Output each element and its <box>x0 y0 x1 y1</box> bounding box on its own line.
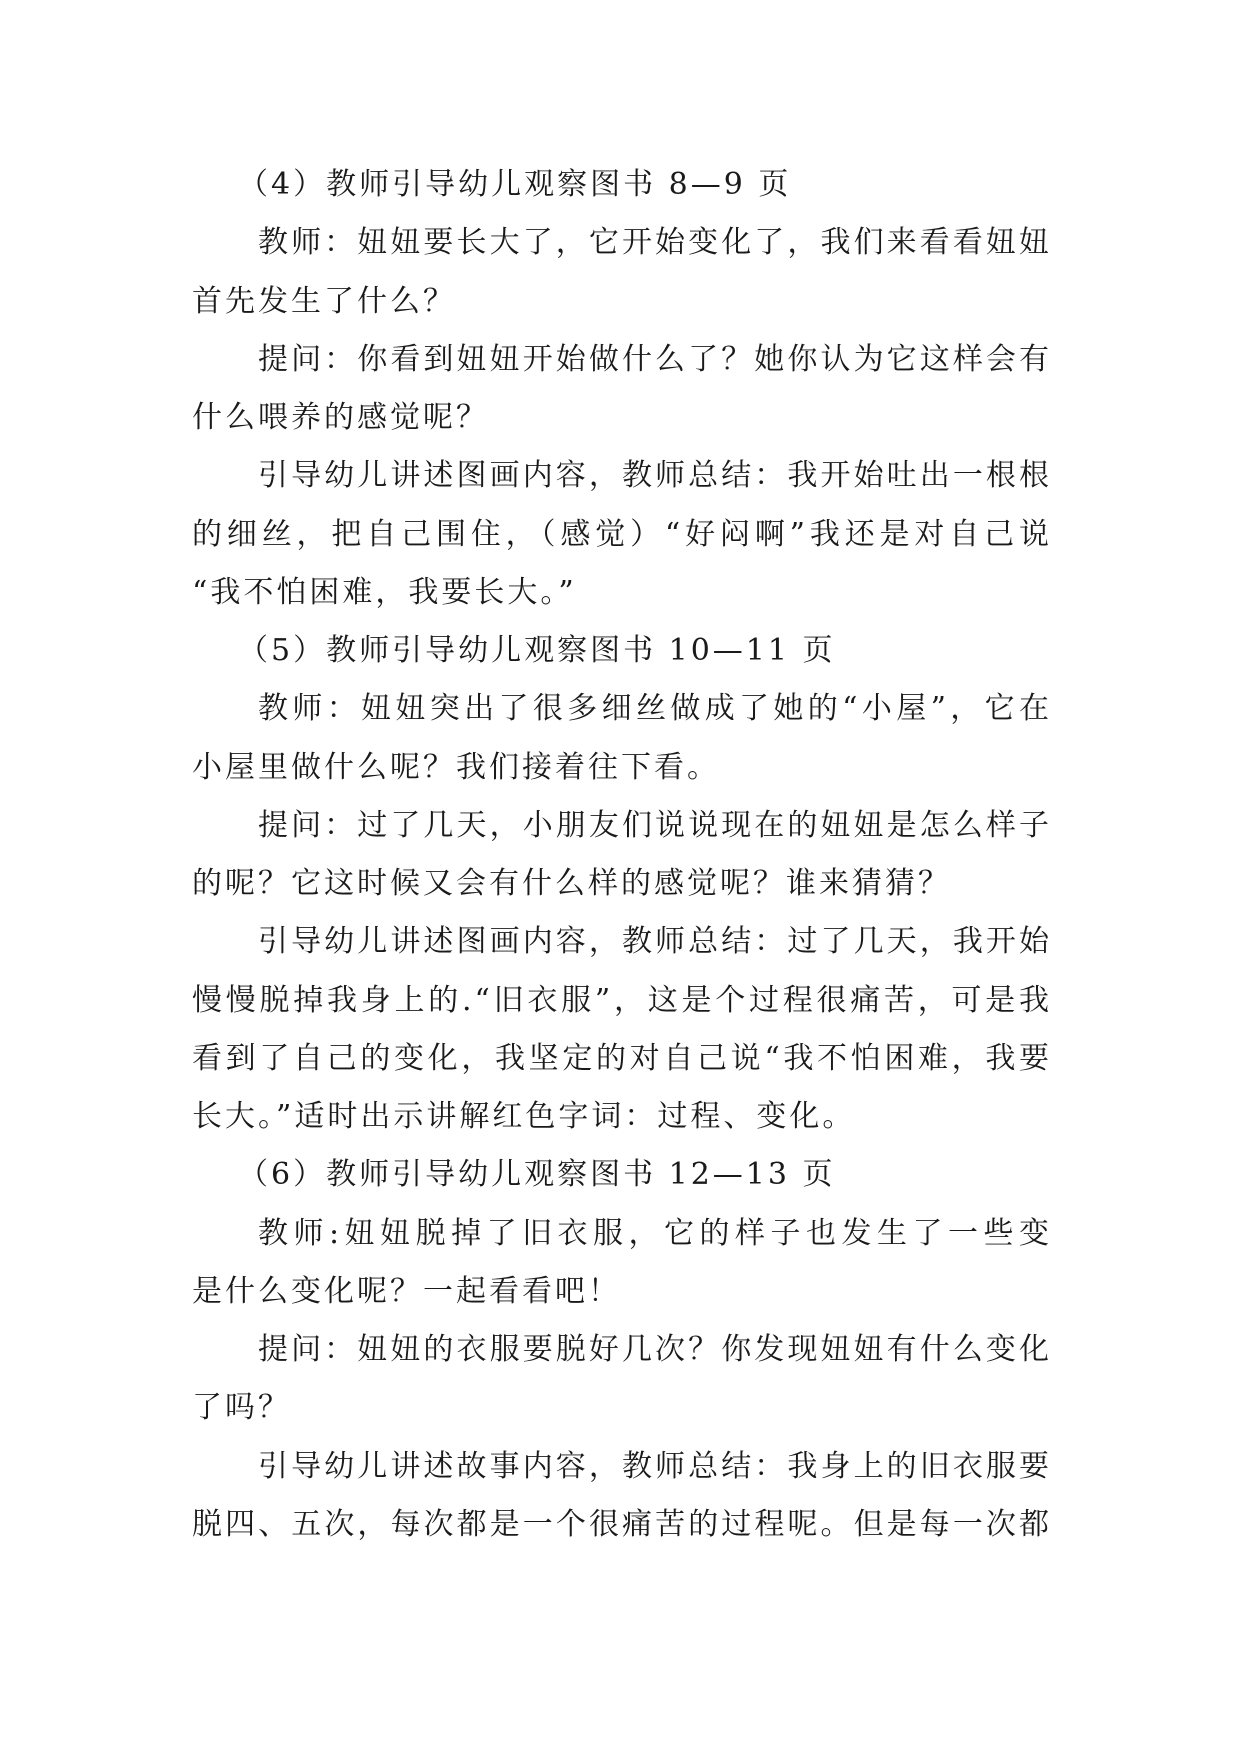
text-line: 提问：妞妞的衣服要脱好几次？你发现妞妞有什么变化 <box>258 1332 1052 1367</box>
text-line: 引导幼儿讲述图画内容，教师总结：过了几天，我开始 <box>258 924 1052 960</box>
text-line: 看到了自己的变化，我坚定的对自己说“我不怕困难，我要 <box>192 1040 1052 1076</box>
text-line: 的细丝，把自己围住，（感觉）“好闷啊”我还是对自己说 <box>192 516 1052 552</box>
section-heading-5 <box>192 622 1052 680</box>
text-line: 的呢？它这时候又会有什么样的感觉呢？谁来猜猜？ <box>192 866 951 901</box>
paragraph-teacher-5 <box>192 680 1052 797</box>
text-line: 教师：妞妞突出了很多细丝做成了她的“小屋”，它在 <box>258 691 1052 727</box>
text-line: 小屋里做什么呢？我们接着往下看。 <box>192 749 720 785</box>
text-line: 脱四、五次，每次都是一个很痛苦的过程呢。但是每一次都 <box>192 1506 1052 1542</box>
paragraph-question-6 <box>192 1321 1052 1438</box>
text-line: 了吗？ <box>192 1390 291 1426</box>
paragraph-summary-5 <box>192 913 1052 1146</box>
text-line: 慢慢脱掉我身上的.“旧衣服”，这是个过程很痛苦，可是我 <box>192 982 1052 1018</box>
heading-line: （4）教师引导幼儿观察图书 8—9 页 <box>238 167 792 202</box>
text-line: 长大。”适时出示讲解红色字词：过程、变化。 <box>192 1099 856 1134</box>
text-line: 引导幼儿讲述故事内容，教师总结：我身上的旧衣服要 <box>258 1448 1052 1484</box>
paragraph-summary-6 <box>192 1438 1052 1555</box>
paragraph-teacher-4 <box>192 214 1052 331</box>
paragraph-summary-4 <box>192 447 1052 622</box>
section-heading-6 <box>192 1146 1052 1204</box>
text-line: “我不怕困难，我要长大。” <box>192 574 577 610</box>
paragraph-question-5 <box>192 797 1052 914</box>
text-line: 教师:妞妞脱掉了旧衣服，它的样子也发生了一些变 <box>258 1215 1052 1251</box>
text-line: 是什么变化呢？一起看看吧！ <box>192 1273 621 1309</box>
text-line: 提问：过了几天，小朋友们说说现在的妞妞是怎么样子 <box>258 807 1052 843</box>
heading-line: （6）教师引导幼儿观察图书 12—13 页 <box>238 1157 836 1193</box>
text-line: 教师：妞妞要长大了，它开始变化了，我们来看看妞妞 <box>258 225 1052 261</box>
section-heading-4 <box>192 156 1052 214</box>
paragraph-question-4 <box>192 331 1052 448</box>
paragraph-teacher-6 <box>192 1205 1052 1322</box>
text-line: 提问：你看到妞妞开始做什么了？她你认为它这样会有 <box>258 341 1052 377</box>
text-line: 引导幼儿讲述图画内容，教师总结：我开始吐出一根根 <box>258 458 1052 494</box>
text-line: 什么喂养的感觉呢？ <box>192 400 489 435</box>
heading-line: （5）教师引导幼儿观察图书 10—11 页 <box>238 633 836 668</box>
text-line: 首先发生了什么？ <box>192 283 456 319</box>
body-text <box>192 156 1052 1554</box>
